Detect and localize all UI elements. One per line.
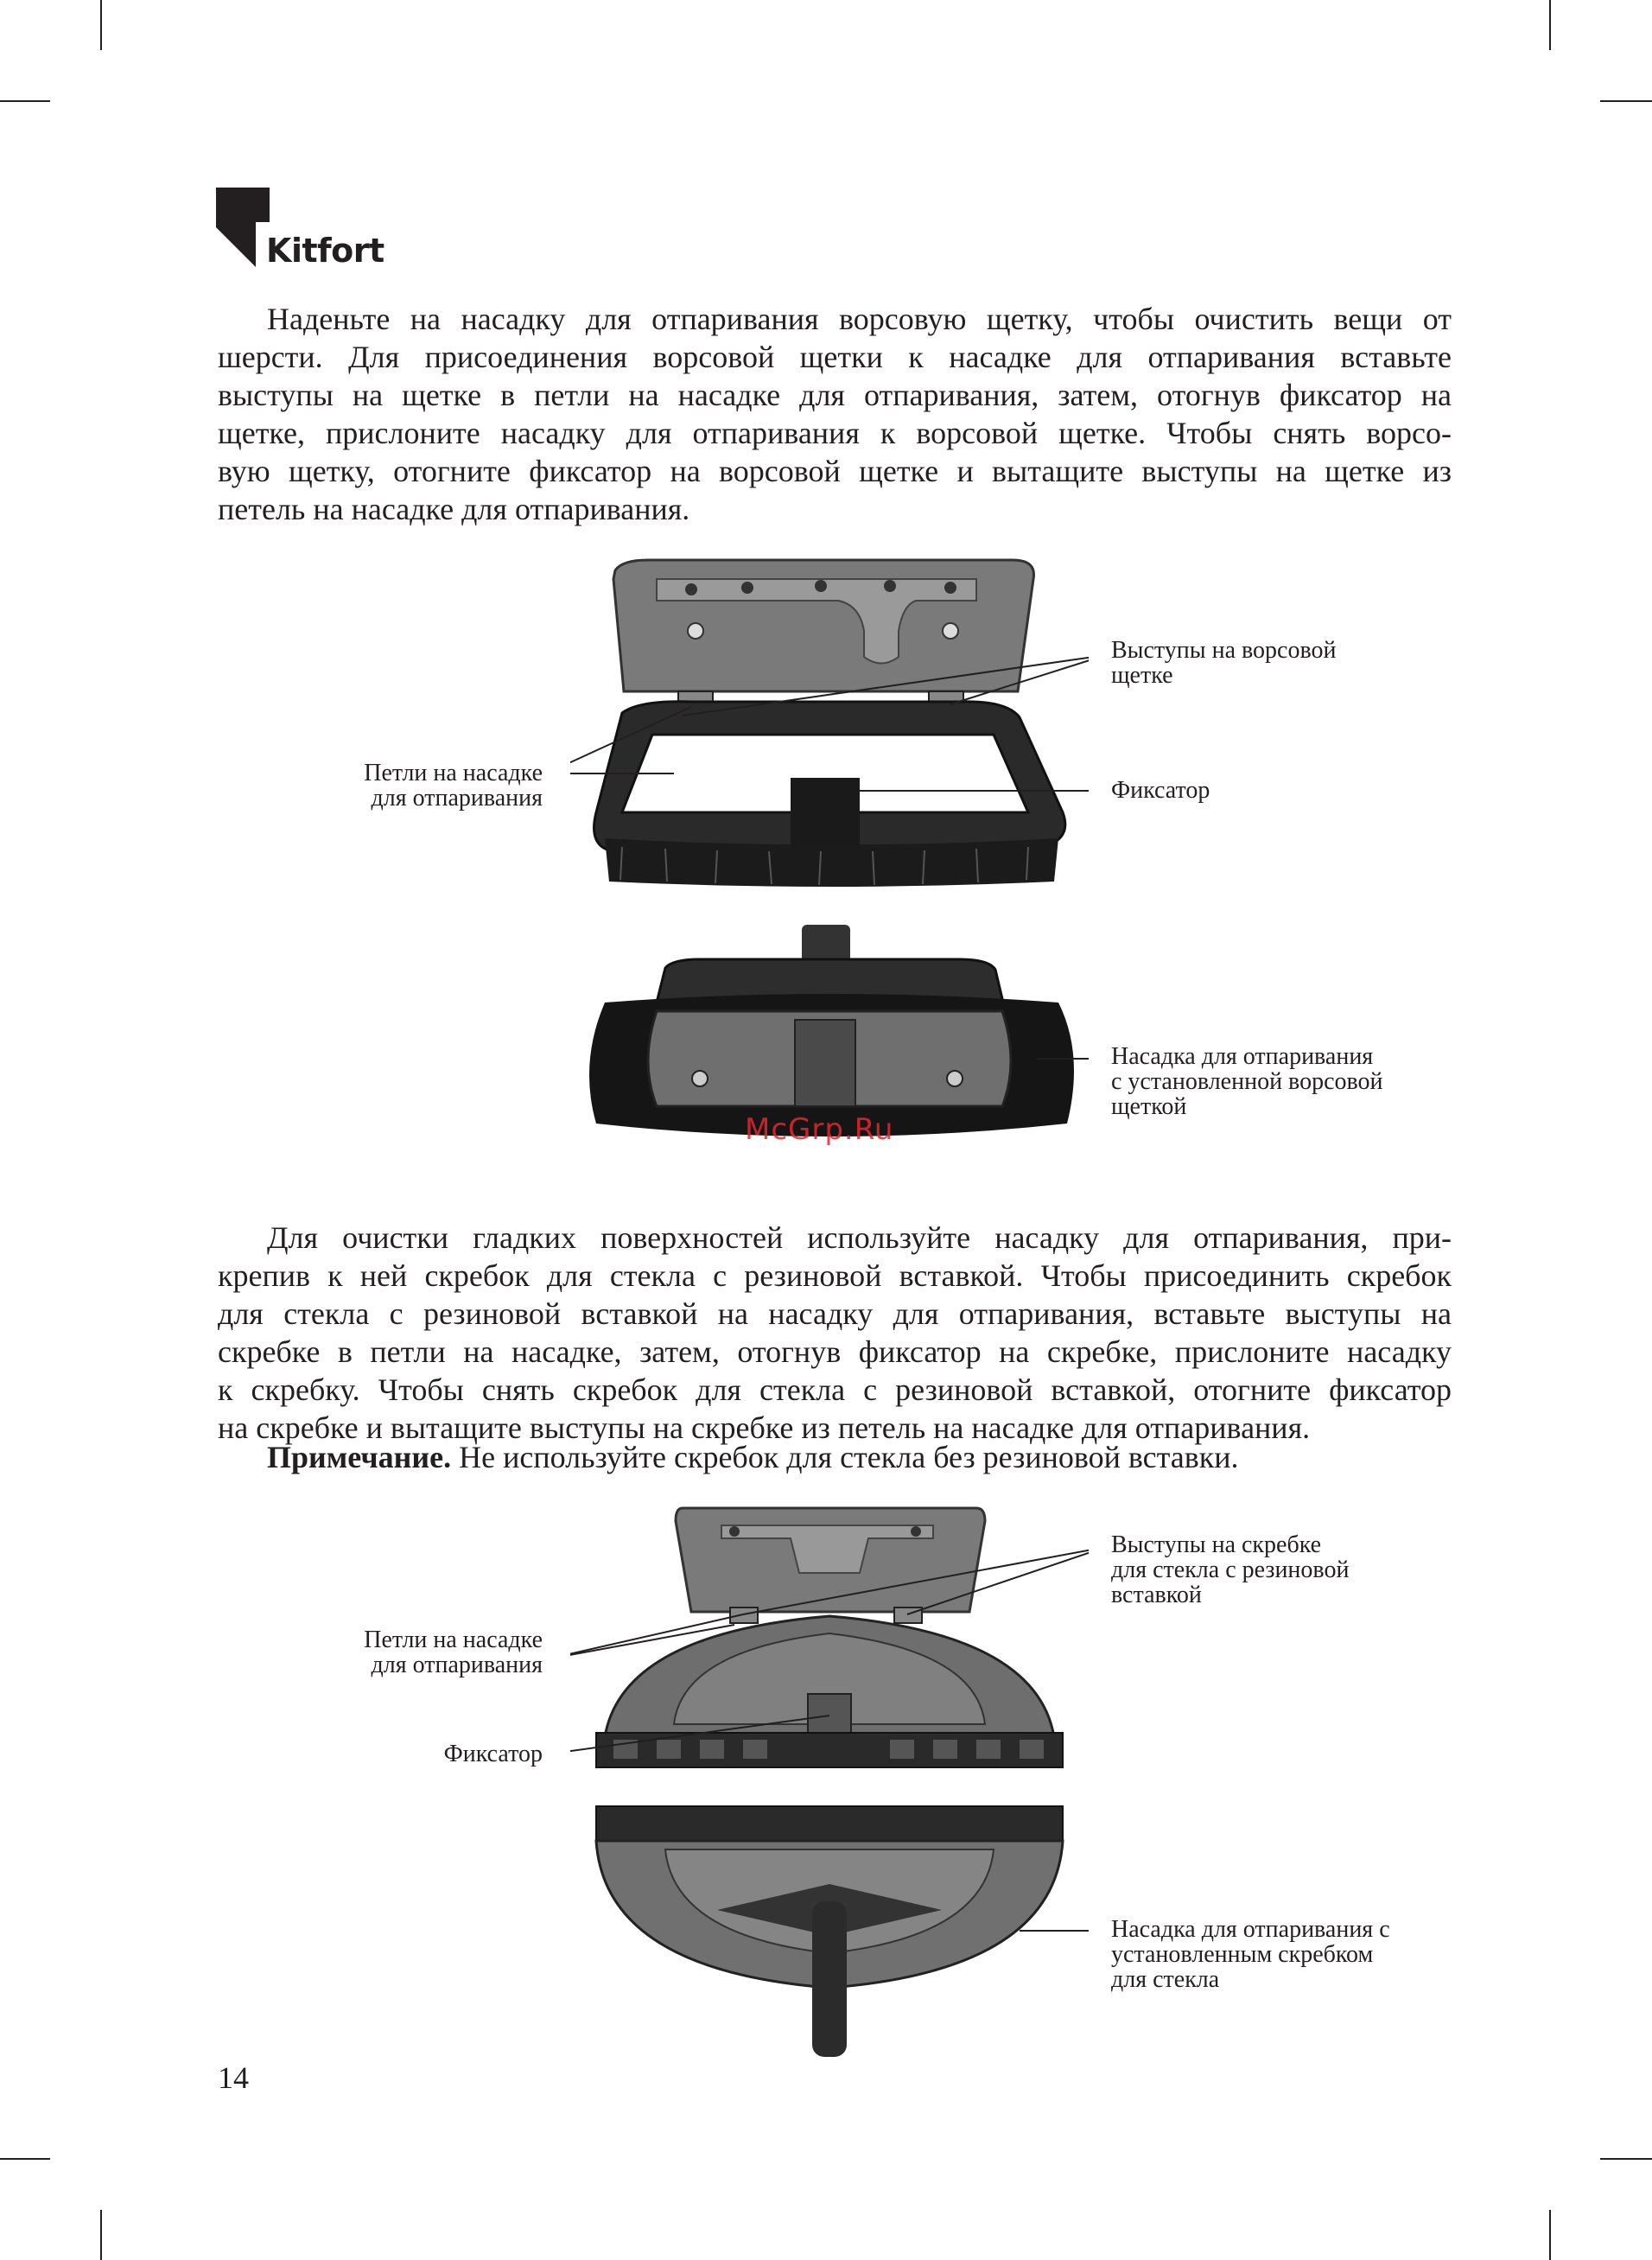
crop-mark bbox=[1549, 2210, 1551, 2260]
note-label: Примечание. bbox=[267, 1440, 452, 1474]
page-number: 14 bbox=[218, 2060, 249, 2095]
brand-name: Kitfort bbox=[266, 232, 384, 270]
text-line: Наденьте на насадку для отпаривания ворсовую щетку, чтобы очистить вещи от bbox=[267, 302, 1452, 336]
crop-mark bbox=[100, 0, 102, 50]
text-line: крепив к ней скребок для стекла с резиновой вставкой. Чтобы присоединить скребок bbox=[218, 1258, 1452, 1293]
text-line: выступы на щетке в петли на насадке для отпаривания, затем, отогнув фиксатор на bbox=[218, 378, 1452, 412]
text-line: на скребке и вытащите выступы на скребке из петель на насадке для отпаривания. bbox=[218, 1410, 1311, 1445]
crop-mark bbox=[1600, 2158, 1652, 2160]
note bbox=[267, 1438, 1239, 1476]
text-line: к скребку. Чтобы снять скребок для стекла с резиновой вставкой, отогните фиксатор bbox=[218, 1372, 1452, 1407]
figure-brush-attachment bbox=[570, 553, 1089, 1193]
text-line: петель на насадке для отпаривания. bbox=[218, 492, 690, 526]
paragraph-scraper-instructions bbox=[218, 1219, 1452, 1447]
paragraph-brush-instructions bbox=[218, 300, 1452, 528]
text-line: для стекла с резиновой вставкой на насадку для отпаривания, вставьте выступы на bbox=[218, 1296, 1452, 1331]
text-line: вую щетку, отогните фиксатор на ворсовой щетке и вытащите выступы на щетке из bbox=[218, 454, 1452, 488]
crop-mark bbox=[1549, 0, 1551, 50]
label-steam-loops-2: Петли на насадке для отпаривания bbox=[364, 1627, 543, 1678]
watermark: McGrp.Ru bbox=[745, 1112, 894, 1147]
crop-mark bbox=[100, 2210, 102, 2260]
kitfort-logo-icon bbox=[216, 188, 270, 267]
label-steam-loops: Петли на насадке для отпаривания bbox=[364, 760, 543, 812]
label-assembled-scraper: Насадка для отпаривания с установленным скребком для стекла bbox=[1111, 1916, 1390, 1993]
crop-mark bbox=[0, 2158, 50, 2160]
figure-scraper-attachment bbox=[570, 1504, 1089, 2074]
text-line: щетке, прислоните насадку для отпаривания к ворсовой щетке. Чтобы снять ворсо- bbox=[218, 416, 1452, 450]
label-assembled-brush: Насадка для отпаривания с установленной ворсовой щеткой bbox=[1111, 1043, 1383, 1120]
label-latch-2: Фиксатор bbox=[443, 1741, 543, 1767]
label-scraper-protrusions: Выступы на скребке для стекла с резиновой вставкой bbox=[1111, 1531, 1350, 1608]
note-text: Не используйте скребок для стекла без резиновой вставки. bbox=[451, 1440, 1239, 1474]
text-line: Для очистки гладких поверхностей используйте насадку для отпаривания, при- bbox=[267, 1220, 1452, 1255]
label-latch: Фиксатор bbox=[1111, 777, 1210, 804]
crop-mark bbox=[0, 100, 50, 102]
text-line: скребке в петли на насадке, затем, отогнув фиксатор на скребке, прислоните насадку bbox=[218, 1334, 1452, 1369]
crop-mark bbox=[1600, 100, 1652, 102]
label-brush-protrusions: Выступы на ворсовой щетке bbox=[1111, 637, 1337, 689]
text-line: шерсти. Для присоединения ворсовой щетки к насадке для отпаривания вставьте bbox=[218, 340, 1452, 374]
